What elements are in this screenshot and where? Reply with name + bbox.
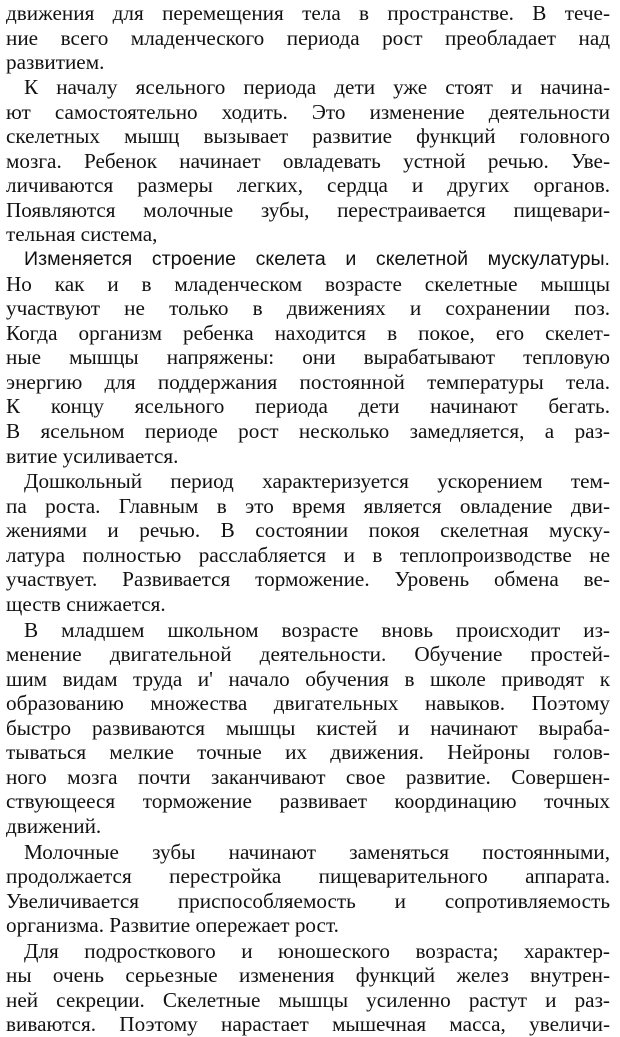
text-line: тельная система, — [6, 222, 158, 246]
text-line: образованию множества двигательных навыков. Поэтому — [6, 691, 610, 715]
text-line: ют самостоятельно ходить. Это изменение деятельности — [6, 100, 610, 124]
text-line: латура полностью расслабляется и в теплопроизводстве не — [6, 543, 610, 567]
text-line: ние всего младенческого периода рост преобладает над — [6, 26, 610, 50]
text-line: Появляются молочные зубы, перестраивается пищевари- — [6, 198, 610, 222]
text-line: ществ снижается. — [6, 592, 166, 616]
text-line: организма. Развитие опережает рост. — [6, 913, 339, 937]
text-line: участвуют не только в движениях и сохранении поз. — [6, 296, 610, 320]
text-line: виваются. Поэтому нарастает мышечная масса, увеличи- — [6, 1012, 610, 1036]
text-line: ного мозга почти заканчивают свое развитие. Совершен- — [6, 765, 610, 789]
paragraph-start-line: В младшем школьном возрасте вновь происходит из- — [24, 618, 610, 642]
paragraph-start-line: Молочные зубы начинают заменяться постоянными, — [24, 840, 610, 864]
text-line: энергию для поддержания постоянной температуры тела. — [6, 370, 610, 394]
text-line: К концу ясельного периода дети начинают бегать. — [6, 394, 610, 418]
text-line: ны очень серьезные изменения функций желез внутрен- — [6, 963, 610, 987]
text-line: Увеличивается приспособляемость и сопротивляемость — [6, 889, 610, 913]
text-line: ствующееся торможение развивает координацию точных — [6, 789, 610, 813]
text-line: витие усиливается. — [6, 444, 179, 468]
paragraph-start-line: Для подросткового и юношеского возраста; характер- — [24, 939, 610, 963]
paragraph-start-line: Изменяется строение скелета и скелетной мускулатуры. — [24, 248, 610, 270]
paragraph-start-line: К началу ясельного периода дети уже стоят и начина- — [24, 75, 610, 99]
text-line: жениями и речью. В состоянии покоя скелетная муску- — [6, 518, 610, 542]
text-line: па роста. Главным в это время является овладение дви- — [6, 494, 610, 518]
text-line: ные мышцы напряжены: они вырабатывают тепловую — [6, 345, 610, 369]
text-line: личиваются размеры легких, сердца и других органов. — [6, 173, 610, 197]
text-line: движений. — [6, 814, 102, 838]
text-line: шим видам труда и' начало обучения в школе приводят к — [6, 667, 610, 691]
text-line: ней секреции. Скелетные мышцы усиленно растут и раз- — [6, 988, 610, 1012]
text-line: участвует. Развивается торможение. Уровень обмена ве- — [6, 567, 610, 591]
text-line: скелетных мышц вызывает развитие функций головного — [6, 124, 610, 148]
text-line: развитием. — [6, 50, 105, 74]
text-line: Когда организм ребенка находится в покое, его скелет- — [6, 321, 610, 345]
text-line: тываться мелкие точные их движения. Нейроны голов- — [6, 740, 610, 764]
text-line: менение двигательной деятельности. Обучение простей- — [6, 642, 610, 666]
text-line: В ясельном периоде рост несколько замедляется, а раз- — [6, 419, 610, 443]
text-line: Но как и в младенческом возрасте скелетные мышцы — [6, 272, 610, 296]
text-line: быстро развиваются мышцы кистей и начинают выраба- — [6, 716, 610, 740]
text-line: движения для перемещения тела в пространстве. В тече- — [6, 1, 610, 25]
paragraph-start-line: Дошкольный период характеризуется ускорением тем- — [24, 469, 610, 493]
text-line: мозга. Ребенок начинает овладевать устной речью. Уве- — [6, 149, 610, 173]
text-line: продолжается перестройка пищеварительного аппарата. — [6, 864, 610, 888]
